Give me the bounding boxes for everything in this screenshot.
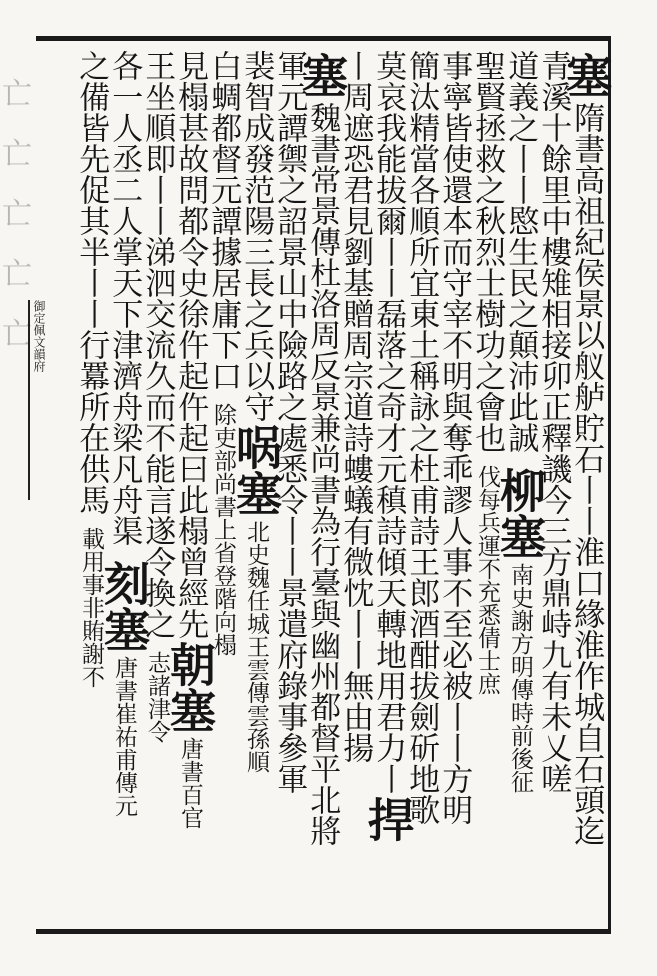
text-column-11 [229,50,283,773]
body-text: 軍元譚禦之詔景山中險路之處悉令丨丨景遣府錄事參軍 [271,50,308,794]
bleed-char: 亡 [2,317,32,352]
text-column-9 [295,50,349,846]
body-text: 各一人丞二人掌天下津濟舟梁凡舟渠 [106,50,143,546]
text-column-1 [559,50,613,846]
bleed-char: 亡 [2,77,32,112]
body-text: 見榻甚故問都令史徐仵起仵起曰此榻曾經先 [172,50,209,639]
text-column-3 [493,50,547,793]
body-text: 白蜩都督元譚據居庸下口 [205,50,242,391]
body-text: 魏書常景傳杜洛周反景兼尚書為行臺與幽州都督平北將 [304,102,341,846]
annotation-text: 除吏部尚書上省登階向榻 [210,403,236,656]
annotation-text: 唐書百官 [177,737,203,829]
body-text: 之備皆先促其半丨丨行羃所在供馬 [73,50,110,515]
text-column-4 [469,50,505,695]
annotation-text: 志諸津令 [144,651,170,743]
headword: 塞 [559,52,613,98]
body-text: 隋書高祖紀侯景以舣舻貯石丨丨淮口緣淮作城自石頭迄 [568,102,605,846]
text-column-15 [97,50,151,817]
bleed-char: 亡 [2,197,32,232]
body-text: 聖賢拯救之秋烈士樹功之會也 [469,50,506,453]
bleed-char: 亡 [2,137,32,172]
text-column-2 [535,50,571,794]
headword: 刻塞 [97,560,151,652]
body-text: 道義之丨丨愍生民之顛沛此誠 [502,50,539,453]
body-text: 事寧皆使還本而守宰不明與奪乖謬人事不至必被丨丨方明 [436,50,473,825]
annotation-text: 北史魏任城王雲傳雲孫順 [243,520,269,773]
headword: 塞 [295,52,349,98]
text-column-7 [361,50,415,846]
body-text: 莫哀我能拔爾丨丨磊落之奇才元稹詩傾天轉地用君力丨 [370,50,407,794]
annotation-text: 唐書崔祐甫傳元 [111,656,137,817]
body-text: 裴智成發范陽三長之兵以守 [238,50,275,422]
text-column-12 [205,50,241,656]
annotation-text: 載用事非賄謝不 [78,527,104,688]
text-column-5 [436,50,472,825]
text-column-10 [271,50,307,794]
body-text: 青溪十餘里中樓雉相接卯正釋譏今三方鼎峙九有未乂嗟 [535,50,572,794]
text-column-16 [73,50,109,688]
body-text: 丨周遮恐君見劉基贈周宗道詩螻蟻有微忱丨丨無由揚 [337,50,374,763]
headword: 捍 [361,796,415,842]
body-text: 王坐順即丨丨涕泗交流久而不能言遂令換之 [139,50,176,639]
text-column-6 [403,50,439,825]
headword: 朝塞 [163,641,217,733]
side-label: 御定佩文韻府 [28,300,46,500]
headword: 柳塞 [493,467,547,559]
body-text: 簡汰精當各順所宜東土稱詠之杜甫詩王郎酒酣拔劍斫地歌 [403,50,440,825]
annotation-text: 伐每兵運不充悉倩士庶 [474,465,500,695]
text-column-13 [163,50,217,829]
headword: 㖞塞 [229,424,283,516]
bleed-char: 亡 [2,257,32,292]
annotation-text: 南史謝方明傳時前後征 [507,563,533,793]
text-column-8 [337,50,373,763]
